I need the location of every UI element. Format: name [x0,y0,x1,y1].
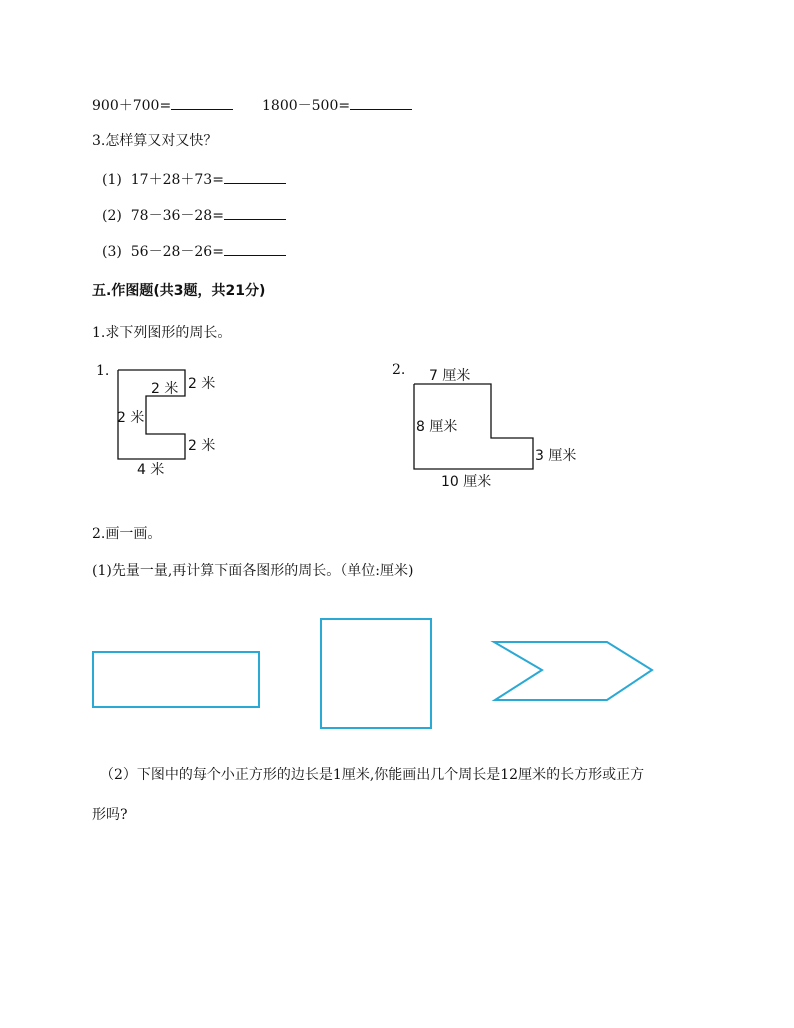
fig1-label-left-middle: 2 米 [117,410,145,426]
section5-q2-part2-line2: 形吗? [92,807,128,823]
section5-q2-title: 2.画一画。 [92,526,162,542]
blue-rectangle [93,652,259,707]
section-5-heading: 五.作图题(共3题，共21分) [92,283,266,299]
fig1-label-top-right: 2 米 [188,376,216,392]
figure-1-number: 1. [96,363,110,379]
figure-2-number: 2. [392,362,406,378]
fig1-label-bottom: 4 米 [137,462,165,478]
equation-text: 900＋700= [92,98,172,114]
blue-arrow-pentagon [494,642,652,700]
equation-text: 1800－500= [262,98,351,114]
fig2-label-right: 3 厘米 [535,448,577,464]
section5-q1-title: 1.求下列图形的周长。 [92,325,232,341]
fig1-label-right-lower: 2 米 [188,438,216,454]
fig2-label-left: 8 厘米 [416,419,458,435]
fig2-label-top: 7 厘米 [429,368,471,384]
blue-square [321,619,431,728]
item-expression: 56－28－26= [130,244,224,260]
section5-q2-part1: (1)先量一量,再计算下面各图形的周长。（单位:厘米) [92,563,414,579]
item-expression: 78－36－28= [130,208,224,224]
item-expression: 17＋28＋73= [130,172,224,188]
item-number: (2) [102,208,122,224]
item-number: (1) [102,172,122,188]
item-number: (3) [102,244,122,260]
section5-q2-part2-line1: （2）下图中的每个小正方形的边长是1厘米,你能画出几个周长是12厘米的长方形或正方 [100,767,645,783]
question-3-title: 3.怎样算又对又快？ [92,133,218,149]
fig1-label-top-inner: 2 米 [151,381,179,397]
fig2-label-bottom: 10 厘米 [441,474,492,490]
